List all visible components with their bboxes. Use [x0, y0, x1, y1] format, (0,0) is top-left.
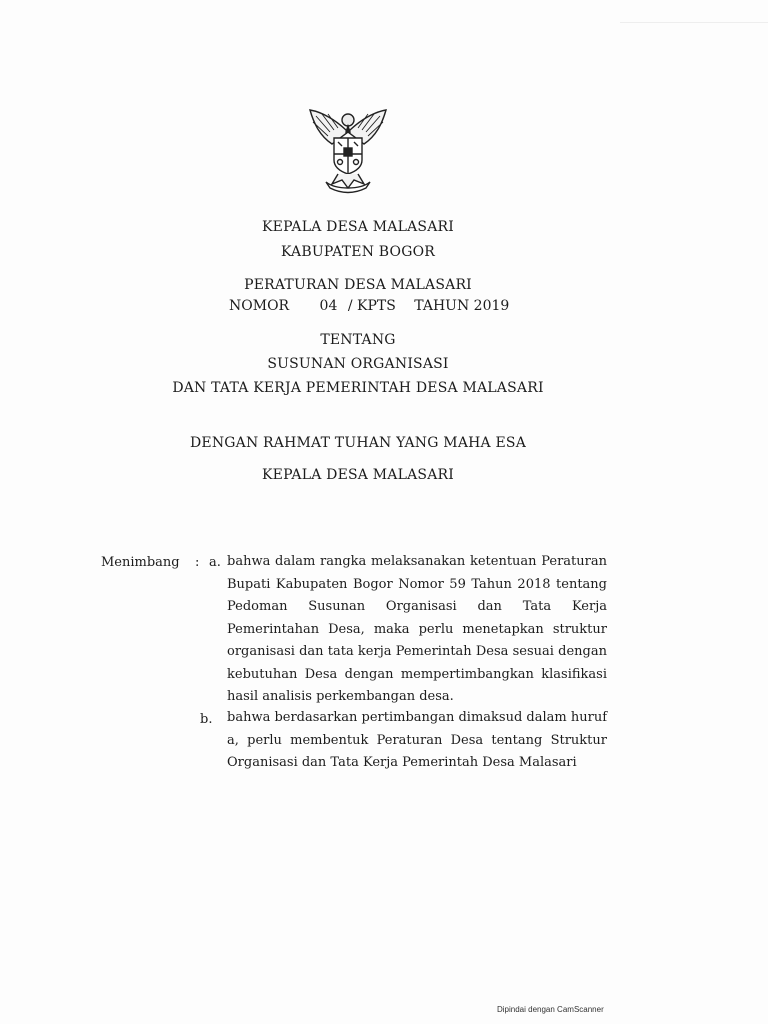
- nomor-label: NOMOR: [229, 298, 290, 314]
- menimbang-colon: :: [195, 555, 200, 570]
- item-a-text: bahwa dalam rangka melaksanakan ketentuan Peraturan Bupati Kabupaten Bogor Nomor 59 Tahun 2018 tentang Pedoman Susunan Organisasi dan Tata Kerja Pemerintahan Desa, maka perlu menetapkan struktur organisasi dan tata kerja Pemerintah Desa sesuai dengan kebutuhan Desa dengan mempertimbangkan klasifikasi hasil analisis perkembangan desa.: [227, 554, 607, 704]
- scanner-footer: Dipindai dengan CamScanner: [497, 1005, 604, 1014]
- nomor-line: [229, 298, 509, 314]
- header-line-2: KABUPATEN BOGOR: [280, 244, 436, 260]
- rahmat-line: DENGAN RAHMAT TUHAN YANG MAHA ESA: [189, 435, 527, 451]
- item-b-letter: b.: [200, 712, 213, 727]
- header-line-1: KEPALA DESA MALASARI: [261, 219, 454, 235]
- nomor-suffix: / KPTS: [347, 298, 396, 314]
- regulation-title: PERATURAN DESA MALASARI: [244, 277, 472, 293]
- menimbang-label: Menimbang: [101, 555, 180, 570]
- garuda-emblem-icon: [302, 102, 394, 194]
- subject-line-2: DAN TATA KERJA PEMERINTAH DESA MALASARI: [172, 380, 544, 396]
- nomor-value: 04: [319, 298, 338, 314]
- item-a-letter: a.: [209, 555, 221, 570]
- issuer-line: KEPALA DESA MALASARI: [261, 467, 454, 483]
- subject-line-1: SUSUNAN ORGANISASI: [267, 356, 449, 372]
- tentang-heading: TENTANG: [320, 332, 396, 348]
- item-b-text: bahwa berdasarkan pertimbangan dimaksud dalam huruf a, perlu membentuk Peraturan Desa tentang Struktur Organisasi dan Tata Kerja Pemerintah Desa Malasari: [227, 710, 608, 770]
- tahun: TAHUN 2019: [414, 298, 510, 314]
- scan-edge: [620, 22, 768, 23]
